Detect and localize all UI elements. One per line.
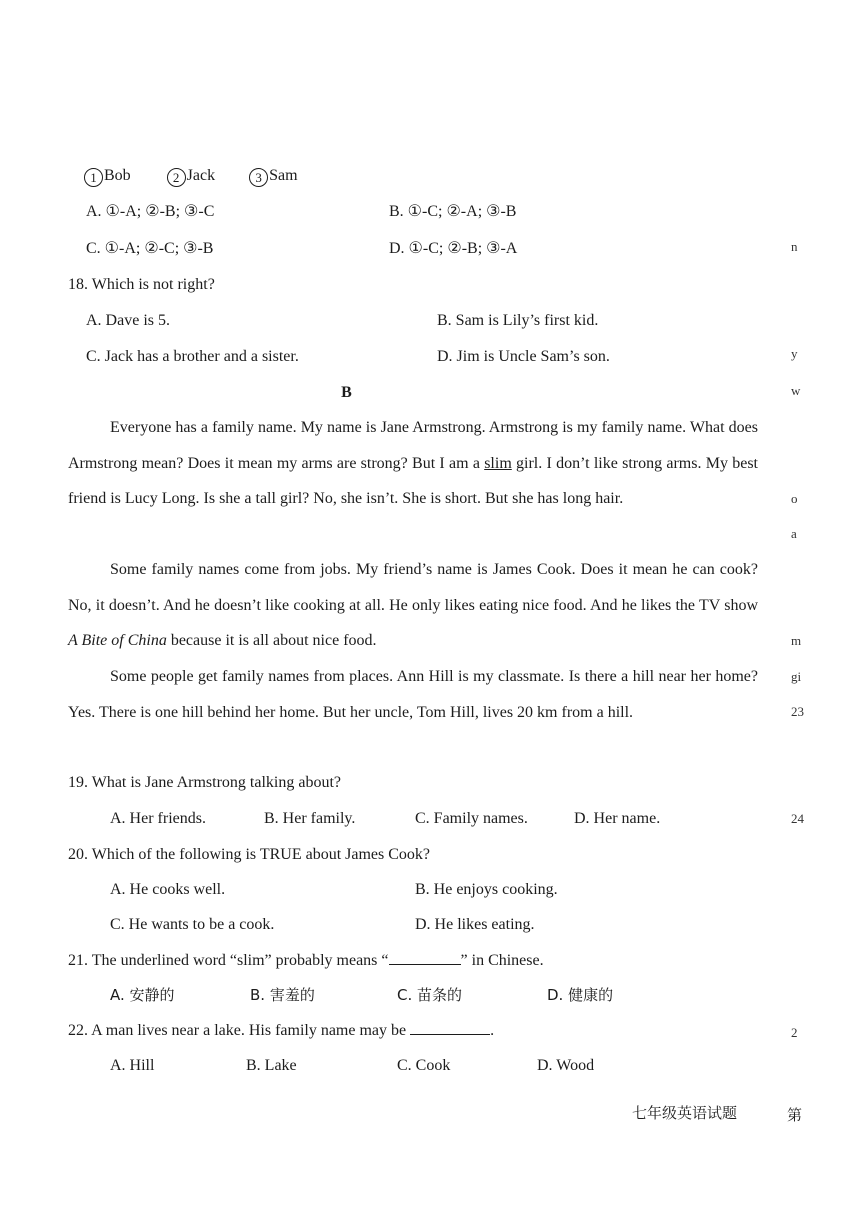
q19-option-d[interactable]: D. Her name. — [574, 810, 661, 827]
q22-option-d[interactable]: D. Wood — [537, 1057, 595, 1074]
p1-text-after: girl. I don’t like strong arms. My best friend is Lucy Long. Is she a tall girl? No, she isn’t. She is short. But she has long hair. — [68, 454, 758, 507]
footer-page: 第 — [787, 1106, 803, 1124]
p2-text-after: because it is all about nice food. — [166, 632, 377, 649]
q20-option-c[interactable]: C. He wants to be a cook. — [110, 916, 275, 933]
q21-text-before: 21. The underlined word “slim” probably means “ — [68, 952, 389, 969]
q22-question — [68, 1020, 494, 1041]
q20-question: 20. Which of the following is TRUE about James Cook? — [68, 846, 431, 863]
underlined-word: slim — [484, 454, 512, 472]
passage-paragraph-2 — [68, 552, 758, 659]
q17-person-3: Sam — [269, 167, 298, 184]
q22-option-a[interactable]: A. Hill — [110, 1057, 155, 1074]
passage-paragraph-1 — [68, 410, 758, 517]
margin-fragment: 23 — [791, 704, 804, 719]
margin-fragment: a — [791, 526, 797, 541]
q17-people — [84, 166, 298, 187]
margin-fragment: n — [791, 239, 798, 254]
q18-option-b[interactable]: B. Sam is Lily’s first kid. — [437, 312, 599, 329]
q21-option-b[interactable]: B. 害羞的 — [250, 986, 315, 1004]
circled-number-1: 1 — [84, 168, 103, 187]
q19-option-b[interactable]: B. Her family. — [264, 810, 356, 827]
q22-option-b[interactable]: B. Lake — [246, 1057, 297, 1074]
q21-option-c[interactable]: C. 苗条的 — [397, 986, 463, 1004]
tv-show-title: A Bite of China — [68, 632, 167, 649]
q21-option-d[interactable]: D. 健康的 — [547, 986, 614, 1004]
q20-option-b[interactable]: B. He enjoys cooking. — [415, 881, 558, 898]
circled-number-2: 2 — [167, 168, 186, 187]
q22-text-after: . — [490, 1022, 495, 1039]
margin-fragment: y — [791, 346, 798, 361]
margin-fragment: 2 — [791, 1025, 798, 1040]
q18-option-d[interactable]: D. Jim is Uncle Sam’s son. — [437, 348, 610, 365]
circled-number-3: 3 — [249, 168, 268, 187]
answer-blank[interactable] — [410, 1020, 490, 1035]
answer-blank[interactable] — [389, 950, 461, 965]
q19-question: 19. What is Jane Armstrong talking about? — [68, 774, 341, 791]
margin-fragment: gi — [791, 669, 802, 684]
q18-option-a[interactable]: A. Dave is 5. — [86, 312, 170, 329]
q21-option-a[interactable]: A. 安静的 — [110, 986, 175, 1004]
q22-text-before: 22. A man lives near a lake. His family name may be — [68, 1022, 407, 1039]
footer-title: 七年级英语试题 — [632, 1104, 738, 1122]
q17-option-c[interactable]: C. ①-A; ②-C; ③-B — [86, 240, 214, 257]
q20-option-d[interactable]: D. He likes eating. — [415, 916, 535, 933]
passage-paragraph-3: Some people get family names from places. Ann Hill is my classmate. Is there a hill near her home? Yes. There is one hill behind her home. But her uncle, Tom Hill, lives 20 km from a hill. — [68, 668, 758, 721]
q21-question — [68, 950, 544, 971]
margin-fragment: o — [791, 491, 798, 506]
q20-option-a[interactable]: A. He cooks well. — [110, 881, 226, 898]
p1-text-before: Everyone has a family name. My name is Jane Armstrong. Armstrong is my family name. What does Armstrong mean? Does it mean my arms are strong? But I am a — [68, 419, 758, 472]
q19-option-a[interactable]: A. Her friends. — [110, 810, 206, 827]
q17-option-b[interactable]: B. ①-C; ②-A; ③-B — [389, 203, 517, 220]
q18-question: 18. Which is not right? — [68, 276, 215, 293]
p2-text-before: Some family names come from jobs. My friend’s name is James Cook. Does it mean he can cook? No, it doesn’t. And he doesn’t like cooking at all. He only likes eating nice food. And he likes the TV show — [68, 561, 758, 614]
margin-fragment: 24 — [791, 811, 804, 826]
q22-option-c[interactable]: C. Cook — [397, 1057, 451, 1074]
section-heading: B — [341, 384, 352, 401]
q17-person-2: Jack — [186, 167, 216, 184]
q18-option-c[interactable]: C. Jack has a brother and a sister. — [86, 348, 299, 365]
margin-fragment: w — [791, 383, 801, 398]
q19-option-c[interactable]: C. Family names. — [415, 810, 528, 827]
q17-option-d[interactable]: D. ①-C; ②-B; ③-A — [389, 240, 518, 257]
q17-option-a[interactable]: A. ①-A; ②-B; ③-C — [86, 203, 215, 220]
q17-person-1: Bob — [104, 167, 131, 184]
q21-text-after: ” in Chinese. — [460, 952, 544, 969]
margin-fragment: m — [791, 633, 802, 648]
